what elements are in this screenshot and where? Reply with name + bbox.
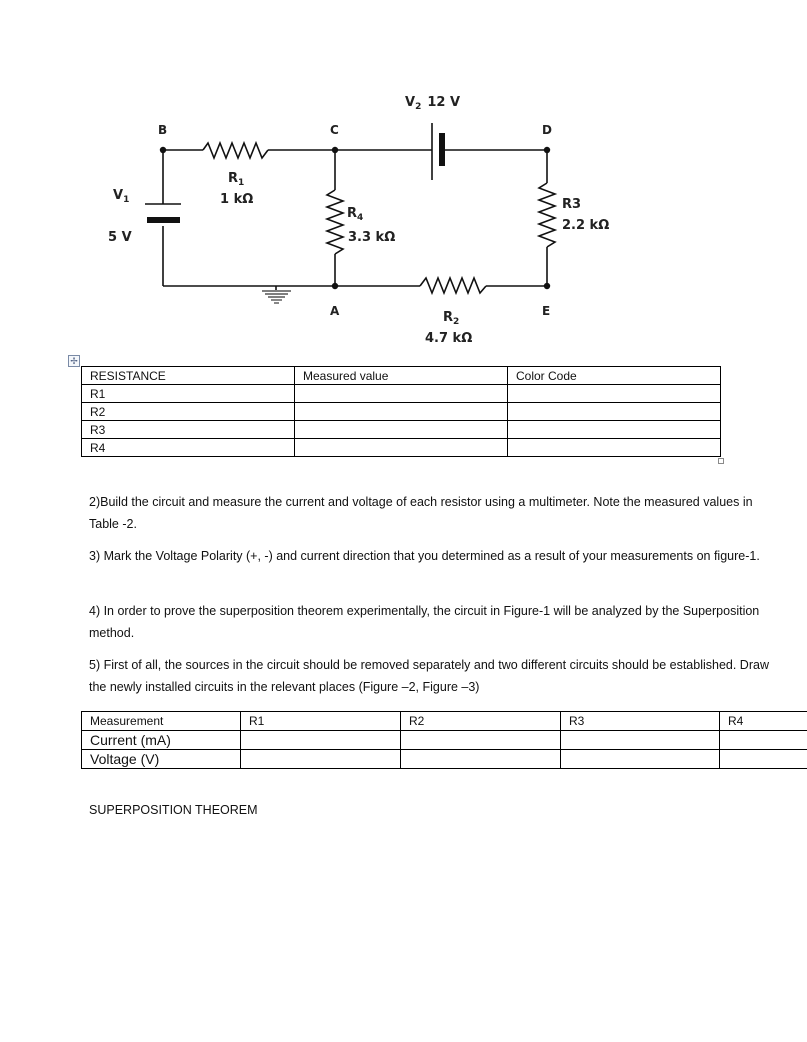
node-a-dot [332,283,338,289]
table-cell[interactable] [508,403,721,421]
node-c-dot [332,147,338,153]
r1-name-label: $R_1$ [228,171,245,188]
v1-value-label: 5 V [108,230,132,245]
v2-label: $V_2$ 12 V [405,95,461,112]
table-cell: R2 [82,403,295,421]
ground-icon [262,291,291,303]
table-cell: R4 [82,439,295,457]
table-header-cell: Measured value [295,367,508,385]
instruction-paragraph-2: 2)Build the circuit and measure the current and voltage of each resistor using a multimeter. Note the measured values in Table -2. [89,495,753,531]
node-d-label: D [542,123,552,137]
table-cell: Voltage (V) [82,750,241,769]
table-cell[interactable] [401,750,561,769]
table-header-cell: Color Code [508,367,721,385]
instruction-paragraph-4: 4) In order to prove the superposition theorem experimentally, the circuit in Figure-1 will be analyzed by the Superposition method. [89,604,760,640]
node-e-dot [544,283,550,289]
table-cell[interactable] [561,731,720,750]
table-cell[interactable] [720,750,807,769]
circuit-diagram [0,0,807,360]
r1-value-label: 1 kΩ [220,192,254,207]
r4-name-label: $R_4$ [347,206,364,223]
table-cell[interactable] [295,385,508,403]
section-heading: SUPERPOSITION THEOREM [89,803,258,817]
table-header-cell: R3 [561,712,720,731]
table-cell[interactable] [241,750,401,769]
r2-name-label: $R_2$ [443,310,460,327]
table-cell[interactable] [561,750,720,769]
table-cell[interactable] [295,421,508,439]
instruction-paragraph-5: 5) First of all, the sources in the circuit should be removed separately and two different circuits should be established. Draw the newly installed circuits in the relevant places (Figure –2, Figure –3) [89,658,769,694]
v1-name-label: $V_1$ [113,188,130,205]
node-b-dot [160,147,166,153]
measurement-table [81,711,807,769]
table-header-cell: R4 [720,712,807,731]
node-a-label: A [330,304,340,318]
resistor-r1-symbol [203,143,268,158]
table-cell[interactable] [241,731,401,750]
table-cell: Current (mA) [82,731,241,750]
table-cell[interactable] [720,731,807,750]
r4-value-label: 3.3 kΩ [348,230,396,245]
table-header-row [82,712,807,731]
node-b-label: B [158,123,168,137]
battery-v2-symbol [432,123,445,180]
table-cell[interactable] [295,403,508,421]
r3-name-label: R3 [562,197,582,212]
resistor-r4-symbol [327,190,343,254]
table-row [82,421,721,439]
move-handle-icon[interactable]: ✢ [68,355,80,367]
table-row [82,439,721,457]
table-cell[interactable] [508,385,721,403]
table-row [82,385,721,403]
table-cell[interactable] [295,439,508,457]
table-header-cell: RESISTANCE [82,367,295,385]
table-header-cell: R2 [401,712,561,731]
node-e-label: E [542,304,551,318]
table-cell[interactable] [401,731,561,750]
table-resize-handle[interactable] [718,458,724,464]
table-header-cell: R1 [241,712,401,731]
resistor-r3-symbol [539,183,555,247]
instruction-paragraph-3: 3) Mark the Voltage Polarity (+, -) and current direction that you determined as a result of your measurements on figure-1. [89,549,760,563]
resistor-r2-symbol [420,278,486,293]
table-cell: R1 [82,385,295,403]
table-row [82,731,807,750]
table-row [82,403,721,421]
r3-value-label: 2.2 kΩ [562,218,610,233]
resistance-table [81,366,721,457]
table-cell: R3 [82,421,295,439]
table-row [82,750,807,769]
r2-value-label: 4.7 kΩ [425,331,473,346]
table-header-row [82,367,721,385]
table-cell[interactable] [508,421,721,439]
node-c-label: C [330,123,339,137]
battery-v1-symbol [145,204,181,223]
node-d-dot [544,147,550,153]
table-cell[interactable] [508,439,721,457]
table-header-cell: Measurement [82,712,241,731]
